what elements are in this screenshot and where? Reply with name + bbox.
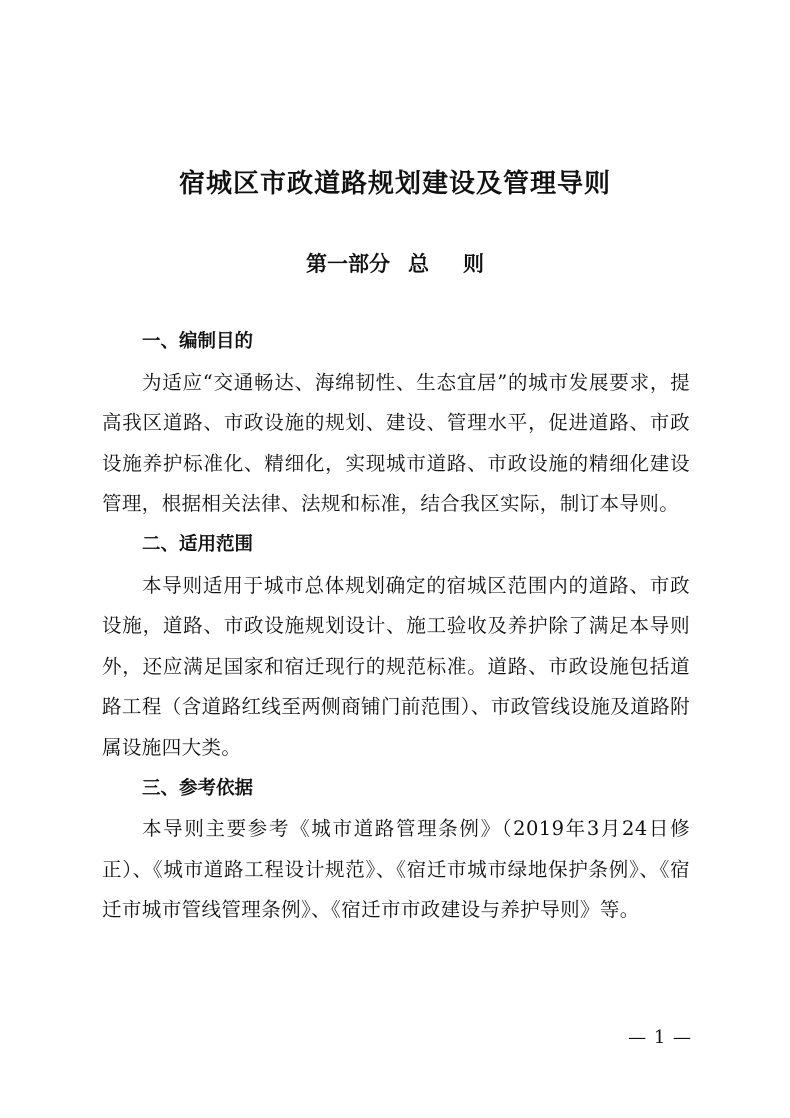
part-word-2: 则 (463, 252, 484, 276)
document-title: 宿城区市政道路规划建设及管理导则 (178, 169, 611, 199)
section-text-scope: 本导则适用于城市总体规划确定的宿城区范围内的道路、市政设施，道路、市政设施规划设计、施工验收及养护除了满足本导则外，还应满足国家和宿迁现行的规范标准。道路、市政设施包括道路工程（含道路红线至两侧商铺门前范围）、市政管线设施及道路附属设施四大类。 (102, 573, 690, 759)
part-number: 第一部分 (306, 252, 390, 276)
part-word-1: 总 (408, 252, 429, 276)
section-heading-scope: 二、适用范围 (142, 533, 254, 555)
page-number: — 1 — (628, 1027, 692, 1048)
section-text-references: 本导则主要参考《城市道路管理条例》（2019年3月24日修正）、《城市道路工程设计规范》、《宿迁市城市绿地保护条例》、《宿迁市城市管线管理条例》、《宿迁市市政建设与养护导则》等。 (102, 817, 690, 922)
document-body (102, 322, 690, 931)
section-heading-purpose: 一、编制目的 (142, 331, 254, 352)
section-heading-references: 三、参考依据 (142, 777, 254, 799)
section-text-purpose: 为适应“交通畅达、海绵韧性、生态宜居”的城市发展要求，提高我区道路、市政设施的规划、建设、管理水平，促进道路、市政设施养护标准化、精细化，实现城市道路、市政设施的精细化建设管理，根据相关法律、法规和标准，结合我区实际，制订本导则。 (102, 370, 690, 516)
part-title (100, 246, 690, 282)
